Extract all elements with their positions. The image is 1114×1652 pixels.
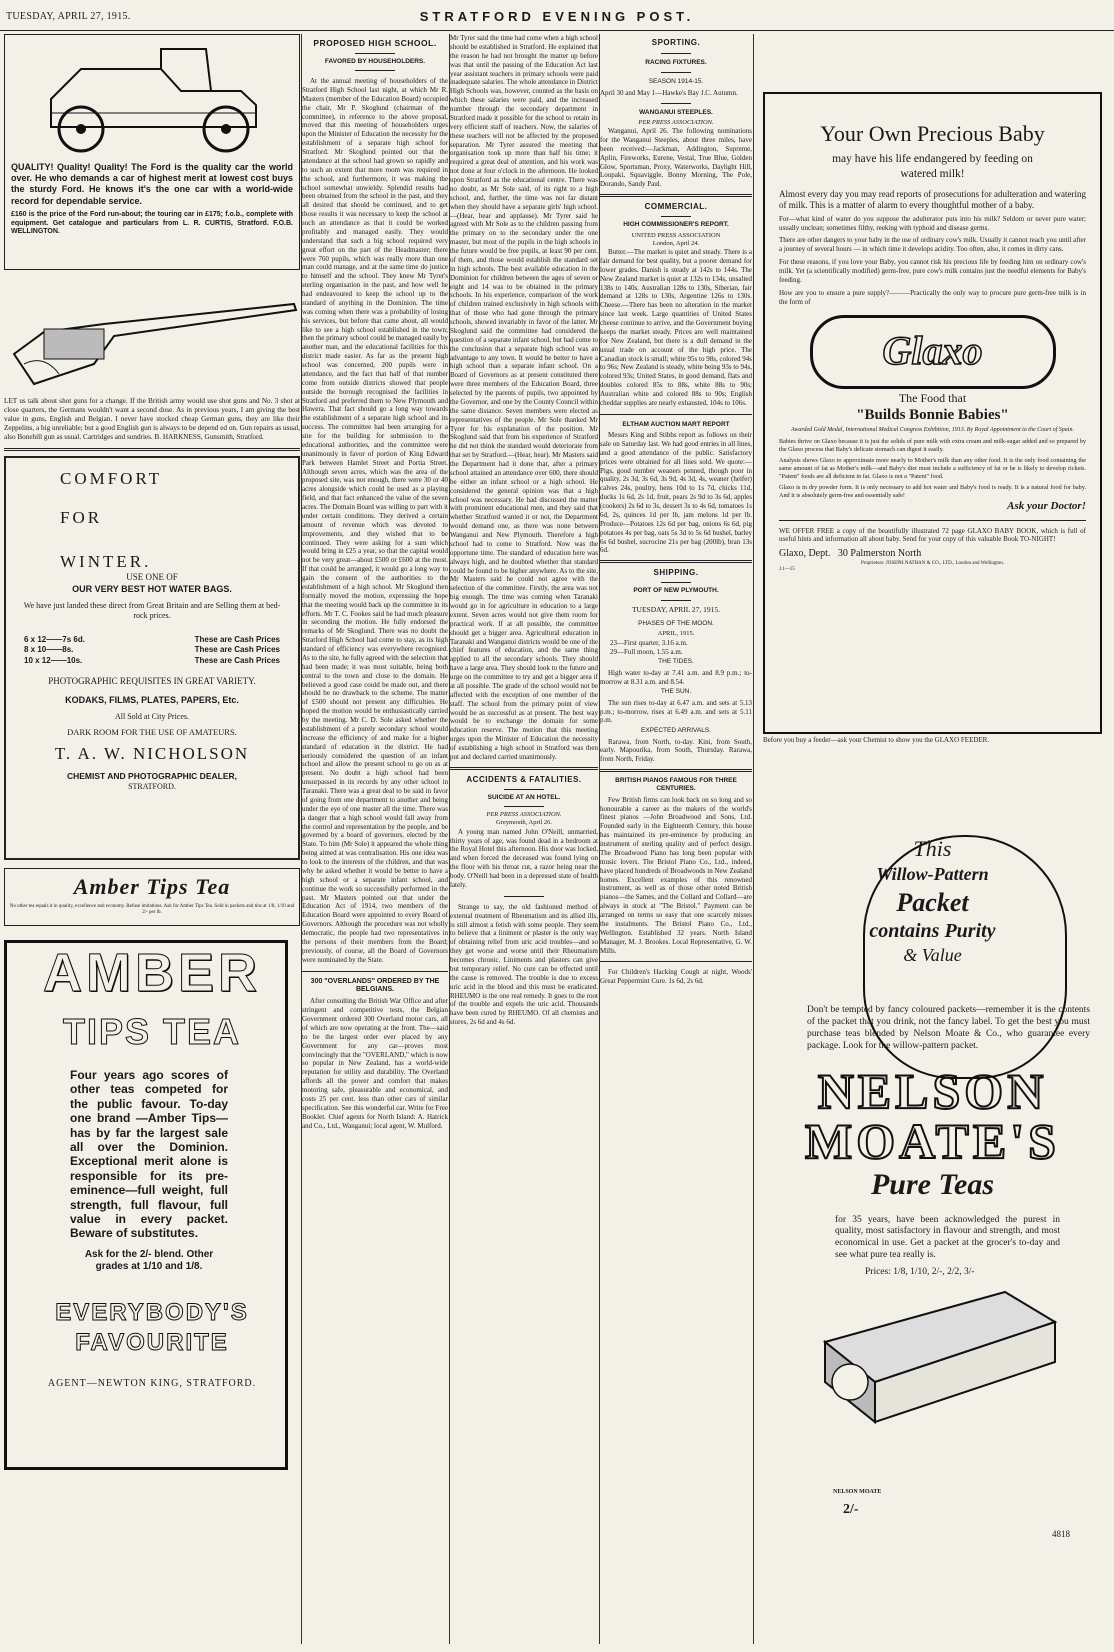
sporting-source: PER PRESS ASSOCIATION.: [638, 118, 714, 126]
sporting-headline: SPORTING.: [651, 38, 701, 47]
use-one-of: USE ONE OF: [126, 572, 178, 583]
rheumo-advert: Strange to say, the old fashioned method of external treatment of Rheumatism and its allied ills, is still almost a fetish with some people. They seem to believe that a liniment or plaster is the only way of obtaining relief from uric acid troubles—and so they get worse and worse until their Rheumatism becomes chronic. Liniments and plasters can give but temporary relief. No cure can be effected until the cause is removed. The trouble is due to excess uric acid in the blood and this must be eradicated. RHEUMO is the one real remedy. It goes to the root of the trouble and expels the uric acid. Thousands have been cured by RHEUMO. Of all chemists and stores, 2s 6d and 4s 6d.: [450, 902, 598, 1027]
this-word: This: [913, 835, 952, 861]
glaxo-subhead: may have his life endangered by feeding on watered milk!: [832, 152, 1033, 180]
accidents-dateline: Greymouth, April 26.: [496, 819, 552, 827]
accidents-source: PER PRESS ASSOCIATION.: [486, 811, 562, 819]
ford-advert: [4, 34, 300, 270]
packet-label: NELSON MOATE: [833, 1488, 882, 1495]
glaxo-headline: Your Own Precious Baby: [820, 121, 1045, 146]
and-value: & Value: [903, 945, 962, 966]
tides-heading: THE TIDES.: [658, 658, 694, 666]
high-school-body-continued: Mr Tyrer said the time had come when a high school should be established in Stratford. He explained that the reason he had not brought the matter up before was that until the passing of the Education Act last year assistant teachers in primary schools were paid inadequate salaries. The whole attendance in District High Schools was, however, counted as the basis on which these salaries were paid, and the increased number through the secondary department in Stratford made it possible for the school to retain its very efficient staff of teachers. Now, the salaries of these teachers will not be affected by the proposed separation. Mr Tyrer assured the meeting that organisation took up more than half his time; it required a great deal of attention, and his work was not done at four o'clock in the afternoon. He looked upon Stratford as the educational centre. There was no doubt, as Mr Sole said, of its right to a high school, and, further, the time was not far distant when they should have a separate girls' high school.—(Hear, hear and applause). Mr Tyrer said he agreed with Mr Sole as to the children passing from the primary on to the secondary under the one master, but most of the pupils in the high schools in the future would be free pupils, at least 90 per cent. of them, and those would establish the standard set in high schools. The best available education in the Dominion for children between the ages of seven or eight and 14 was to be obtained in the primary schools. In his experience, comparison of the work of children trained exclusively in high schools with that of those who had gone through the primary schools, showed invariably in favor of the latter. Mr Skoglund said the committee had considered the question of a separate infant school, but had come to the conclusion that a separate high school was an advantage to any town. It would be better to have a high school than a separate infant school. On a Board of Governors as at present constituted there were three members of the Education Board, three selected by the parents of pupils, two appointed by the Governor, and one by the County Council within the same distance. Seven members were elected as representatives of the people. Mr Sole thanked Mr Tyrer for his explanation of the position. Mr Skoglund said that from his experience of Stratford he did not think the standard would deteriorate from that set by Stratford.—(Hear, hear). Mr Masters said the Department had it done that, after a primary school attained an attendance over 600, there should be either an infant school or a high school. He considered the general opinion was that a high school was necessary. He had discussed the matter with prominent educational men, and they said that whether Stratford wanted it or not, the Department would demand one, as there was none between Wanganui and New Plymouth. Therefore a high school had to come to Stratford. Now was the opportune time. The standard of education here was always high, and he doubted whether that standard could be found to be higher anywhere. As to the site, Mr Masters said he could not agree with the selection of the committee. Firstly, the area was not big enough. The time was coming when Taranaki would go in for agriculture in education to a large extent. Seven acres would not give them room for practical work. If at all possible, the committee should get a bigger area. Agricultural education in Taranaki and Wanganui districts would be one of the chief features of education, and the same thing applied to all the secondary schools. They should have a large area. They should look to the future and urge on the committee to try and get a bigger area if at all possible. The grade of the school would not be affected with the exception of one member of the staff. The school from the primary point of view would be as successful as at present. The best way would be to exchange the domain for some education reserve. The motion that this meeting urges upon the Minister of Education the necessity of establishing a high school in Stratford was then put and declared carried unanimously.: [450, 34, 598, 761]
nelson-moate-advert: [755, 835, 1110, 1575]
pianos-body: Few British firms can look back on so long and so honourable a career as the makers of the world's finest pianos —John Broadwood and Sons, Ltd. Founded early in the Eighteenth Century, this house has maintained its pre-eminence by producing an instrument of sterling quality and of perfect design. The Broadwood Piano has long been popular with music lovers. The Bristol Piano Co., Ltd., indeed, have placed hundreds of Broadwoods in New Zealand homes. Excellent examples of this renowned instrument, as well as of those other noted British pianos—the Sames, and the Collard and Collard—are always in stock at "The Bristol." Payment can be arranged on terms so easy that one scarcely misses the instalments. The Bristol Piano Co., Ltd., Wellington. Established 32 years. North Island Manager, M. J. Brookes. Local Representative, G. W. Mills.: [600, 795, 752, 955]
amber-tips-large-advert: [4, 940, 300, 1540]
high-school-subhead: FAVORED BY HOUSEHOLDERS.: [324, 57, 426, 65]
accidents-body: A young man named John O'Neill, unmarried, thirty years of age, was found dead in a bedroom at the Royal Hotel this afternoon. His door was locked, and when forced the deceased was found lying on the floor with his throat cut, a razor being near the body. O'Neill had been in a depressed state of health lately.: [450, 827, 598, 889]
tea-packet-illustration: [805, 1282, 1065, 1432]
glaxo-para-3: There are other dangers to your baby in the use of ordinary cow's milk. Usually it cannot reach you until after a journey of several hours — in which time it develops acidity. Too often, also, it comes in dirty cans.: [779, 236, 1086, 254]
glaxo-logo: Glaxo: [810, 315, 1056, 389]
price-row: 8 x 10——8s. These are Cash Prices: [24, 645, 280, 655]
price-row: 6 x 12——7s 6d. These are Cash Prices: [24, 635, 280, 645]
ask-your-doctor: Ask your Doctor!: [1007, 499, 1086, 512]
issue-date: TUESDAY, APRIL 27, 1915.: [6, 11, 131, 22]
glaxo-builds-bonnie-babies: "Builds Bonnie Babies": [856, 406, 1009, 423]
comfort-word: COMFORT: [60, 468, 163, 488]
racing-fixtures: RACING FIXTURES.: [645, 59, 707, 67]
commercial-dateline: London, April 24.: [652, 239, 700, 247]
dark-room: DARK ROOM FOR THE USE OF AMATEURS.: [67, 726, 237, 737]
pianos-headline: BRITISH PIANOS FAMOUS FOR THREE CENTURIES.: [615, 777, 737, 793]
column-high-school: [302, 34, 448, 1646]
kodaks-line: KODAKS, FILMS, PLATES, PAPERS, Etc.: [65, 695, 239, 706]
high-school-body: At the annual meeting of householders of the Stratford High School last night, at which Mr R. Masters (member of the Education Board) occupied the chair, Mr P. Skoglund (chairman of the committee), in reference to the above proposal, moved that this meeting of householders urges upon the Minister of Education the necessity for the establishment of a separate high school for Stratford. Mr Skoglund pointed out that the attendance at the school had grown so rapidly and to such an extent that more room was required in the school, and furthermore, it was making the school somewhat unwieldy. Splendid results had been obtained from the school in the past, and they all desired that should be continued, and to get those results it was necessary to keep the school at such an attendance as that it could be worked profitably and managed easily. They would understand that such a big school required very great effort on the part of the Headmaster; there were 760 pupils, which was really more than one man could manage, and at the same time do justice to himself and the school. They knew Mr Tyrer's sterling organisation in the past, and how well he had endeavoured to keep the school up to the standard of anything in the Dominion. The time was coming when there was a probability of losing his services, but before that came about, all would like to see a high school established in the town; then the primary school could be managed easily by another man, and the educational facilities for this district made easier. As far as the present high school was concerned, 200 pupils were in attendance, and the fact that half of that number come from outside districts showed that people outside the borough recognised the facilities in Stratford and preferred them to New Plymouth and Hawera. That fact should go a long way towards the establishment of a separate high school and its success. The committee had been arranging for a site for the building for submission to the educational authorities, and the committee were unanimously in favor of portion of King Edward Park between Hamlet Street and Portia Street. Although seven acres, which was the area of the proposed site, was not enough, there were 30 or 40 acres alongside which could be used as a playing field, and that fact enhanced the value of the seven acres. The Domain Board was willing to part with it under certain conditions. They derived a certain amount of revenue which was devoted to improvements, and they wished that to be continued. They were asking for a sum which would bring in £25 a year, so that the capital would not be very great—about £500 or £600 at the most. If that could be arranged, it would go a long way to gain the consent of the authorities to the establishment of a high school. Mr Skoglund then formally moved the motion, expressing the hope that the meeting would back up the committee in its efforts. Mr T. C. Fookes said he had much pleasure in seconding the motion. He fully endorsed the remarks of Mr Skoglund. There was no doubt the Stratford High School had come to stay, as its high standard of efficiency was everywhere recognised. As to the site, he fully agreed with the selection that had been made; it was most suitable, being both central to the town and close to the domain. He believed a good case could be made out, and there should be no drawback to the scheme. The matter of £500 should not present any difficulties. He hoped the motion would be enthusiastically carried by the meeting. Mr C. D. Sole asked whether the establishment of a purely secondary school would increase the efficiency of and make for a higher standard of education in the district. He had seriously considered the question of an infant school and allow the present school to go on as at present. No doubt a high school had been unsurpassed in its records by any other school in Taranaki. There was a great deal to be said in favor of going from one department to another and being under the eye of one master all the time. There was a danger that a high school would fall away from the control and representation by the people, and be governed by a board of governors, elected by the State. To him (Mr Sole) it appeared the whole thing being aimed at was centralisation. His one idea was to look to the interests of the children, and that was why he asked whether it would be better to have a high school or a separate infant school, and continue the work so successfully performed in the past. Mr Masters pointed out that under the Education Act of 1914, two members of the Education Board were appointed to every Board of Governors. Although the procedure was not wholly democratic, the people had two representatives in the persons of their members from the Board; previously, of course, all the Board of Governors were nominated by the State.: [302, 77, 448, 964]
moon-phases: PHASES OF THE MOON.: [638, 620, 714, 628]
sun-body: The sun rises to-day at 6.47 a.m. and sets at 5.13 p.m.; to-morrow, rises at 6.49 a.m. and sets at 5.11 p.m.: [600, 698, 752, 725]
packet-price: 2/-: [843, 1501, 859, 1517]
willow-pattern: Willow-Pattern: [876, 863, 989, 884]
hotwater-bag-advert: [4, 456, 300, 860]
winter-word: WINTER.: [60, 551, 152, 571]
price-row: 10 x 12——10s. These are Cash Prices: [24, 655, 280, 665]
nicholson-name: T. A. W. NICHOLSON: [54, 744, 250, 764]
glaxo-feeder-note: Before you buy a feeder—ask your Chemist to show you the GLAXO FEEDER.: [763, 736, 990, 744]
moon-first-quarter: 23—First quarter, 3.16 a.m.: [610, 638, 688, 647]
commercial-source: UNITED PRESS ASSOCIATION: [631, 231, 721, 239]
amber-agent: AGENT—NEWTON KING, STRATFORD.: [47, 1377, 257, 1389]
overlands-body: After consulting the British War Office and after stringent and competitive tests, the Belgian Government ordered 300 Overland motor cars, all of which are now operating at the front. The—said to be the largest order ever placed by any Government for any car—proves most convincingly that the "OVERLAND," which is now so popular in New Zealand, has a world-wide reputation for utility and durability. The Overland affords all the power and comfort that makes motoring safe, pleasurable and economical, and costs 25 per cent. less than other cars of similar specification. See this wonderful car. Write for Free Booklet. Chief agents for North Island: A. Hatrick and Co., Ltd., Wanganui; local agent, W. Mulford.: [302, 997, 448, 1130]
glaxo-offer: WE OFFER FREE a copy of the beautifully illustrated 72 page GLAXO BABY BOOK, which is full of useful hints and information all about baby. Send for your copy of this valuable Book TO-NIGHT!: [779, 526, 1086, 544]
moon-full: 29—Full moon, 1.55 a.m.: [610, 647, 683, 656]
cough-cure-advert: For Children's Hacking Cough at night, Woods' Great Peppermint Cure. 1s 6d, 2s 6d.: [600, 968, 752, 986]
column-school-continued: [450, 34, 598, 1646]
column-news: [600, 34, 752, 1646]
overlands-headline: 300 "OVERLANDS" ORDERED BY THE BELGIANS.: [310, 977, 440, 994]
glaxo-para-8: Glaxo is in dry powder form. It is only necessary to add hot water and Baby's food is ready. It is a natural food for baby. And it is absolutely germ-free and essentially safe!: [779, 483, 1086, 499]
eltham-headline: ELTHAM AUCTION MART REPORT: [622, 420, 730, 428]
gun-advert-text: LET us talk about shot guns for a change. If the British army would use shot guns and No. 3 shot at close quarters, the Germans wouldn't want a second dose. As in previous years, I am giving the best value in guns, English and Belgian. I never have stocked cheap German guns, they are like their Zeppelins, a big unreliable; but a good English gun is always to be depend ed on. Gun repairs as usual, also Bonehill gun as usual. Cartridges and sundries. B. HARKNESS, Gunsmith, Stratford.: [4, 396, 300, 442]
pure-teas: Pure Teas: [870, 1168, 995, 1202]
glaxo-advert: [763, 92, 1102, 734]
arrivals-body: Rarawa, from North, to-day. Kini, from South, early. Mapourika, from South, Thursday. Rarawa, from North, Friday.: [600, 737, 752, 764]
wanganui-steeples: WANGANUI STEEPLES.: [639, 108, 713, 116]
glaxo-para-2: For—what kind of water do you suppose the adulterator puts into his milk? Seldom or never pure water; usually unclean; sometimes filthy, reeking with typhoid and disease germs.: [779, 214, 1086, 232]
commercial-headline: COMMERCIAL.: [644, 202, 708, 212]
shipping-headline: SHIPPING.: [653, 568, 699, 578]
glaxo-award: Awarded Gold Medal, International Medical Congress Exhibition, 1913. By Royal Appointment to the Court of Spain.: [791, 426, 1074, 433]
column-rule: [753, 34, 754, 1644]
amber-tips-small-text: No other tea equals it in quality, excellence and economy. Refuse imitations. Ask for Amber Tips Tea. Sold in packets and tins at 1/8, 1/10 and 2/- per lb.: [9, 903, 295, 915]
tides-body: High water to-day at 7.41 a.m. and 8.9 p.m.; to-morrow at 8.31 a.m. and 8.54.: [600, 668, 752, 686]
amber-tips-small-advert: [4, 868, 300, 926]
arrivals-heading: EXPECTED ARRIVALS.: [641, 727, 711, 735]
glaxo-code: J.1—15: [779, 567, 795, 573]
glaxo-para-7: Analysis shows Glaxo to approximate more nearly to Mother's milk than any other food. It is the only food containing the same amount of fat as Mother's milk—and Baby's diet must include a sufficiency of fat or he is likely to develop rickets. "Patent" foods are all deficient in fat. Glaxo is not a "Patent" food.: [779, 457, 1086, 480]
ford-slogan: QUALITY! Quality! Quality! The Ford is the quality car the world over. He who demands a car of highest merit at lowest cost buys the sturdy Ford. He knows it's the one car with a world-wide record for dependable service.: [11, 161, 293, 206]
season: SEASON 1914-15.: [648, 78, 704, 86]
nelson-word: NELSON: [817, 1063, 1048, 1120]
photo-requisites: PHOTOGRAPHIC REQUISITES IN GREAT VARIETY.: [48, 675, 256, 686]
tips-tea-word: TIPS TEA: [62, 1011, 242, 1053]
steeples-body: Wanganui, April 26. The following nominations for the Wanganui Steeples, about three miles, have been received:—Jackman, Addington, Supreme, Aplin, Fireworks, Eurene, Vestal, True Blue, Golden Glow, Sportsman, Proxy, Waterworks, Daylight Hill, Loupaki, Squaviggle, Bonny Morning, The Pole, Dorando, Sandy Paul.: [600, 127, 752, 189]
suicide-subhead: SUICIDE AT AN HOTEL.: [487, 793, 561, 801]
amber-tips-title: Amber Tips Tea: [73, 873, 231, 899]
amber-body: Four years ago scores of other teas competed for the public favour. To-day one brand —Amber Tips—has by far the largest sale all over the Dominion. Exceptional merit alone is responsible for its pre-eminence—full weight, full strength, full flavour, full value in every packet. Beware of substitutes.: [70, 1068, 228, 1241]
nicholson-town: STRATFORD.: [128, 781, 176, 791]
eltham-body: Messrs King and Stibbs report as follows on their sale on Saturday last. We had good entries in all lines, and a good attendance of the public. Satisfactory prices were obtained for all lines sold. We quote:—Pigs, good number weaners penned, though poor in quality, 2s 3d, 3s 6d, 3s 9d, 4s 3d, 4s, weaner (heifer) calves 24s, poultry, hens 10d to 1s 7d, chicks 11d, ducks 1s 6d, 2s 1d, fruit, pears 2s 9d to 3s 6d, apples (cookers) 2s 6d to 3s, dessert 3s to 4s 6d, tomatoes 1s 6d, 2s, quinces 1d per lb, jam melons 1d per lb. Produce—Potatoes 12s 6d per bag, onions 6s 6d, pig potatoes 4s per bag, oats 5s 3d to 5s 6d bushel, barley 6s 6d bushel, sucrocine 21s per bag (200lb), bran 13s 6d.: [600, 431, 752, 555]
contains-purity: contains Purity: [869, 919, 996, 942]
glaxo-para-6: Babies thrive on Glaxo because it is just the solids of pure milk with extra cream and milk-sugar added and so prepared by the Glaxo process that Baby's delicate stomach can digest it easily.: [779, 438, 1086, 454]
ford-car-illustration: [11, 39, 295, 159]
page-header: [0, 0, 1114, 31]
port-new-plymouth: PORT OF NEW PLYMOUTH.: [633, 587, 719, 595]
column-ads-left: [4, 34, 300, 1646]
glaxo-para-5: How are you to ensure a pure supply?———Practically the only way to procure pure germ-free milk is in the form of: [779, 288, 1086, 306]
shipping-date: TUESDAY, APRIL 27, 1915.: [631, 604, 721, 614]
column-ads-right: [755, 34, 1110, 1646]
high-school-headline: PROPOSED HIGH SCHOOL.: [313, 38, 437, 48]
nelson-body-2: for 35 years, have been acknowledged the purest in quality, most satisfactory in flavour and strength, and most economical in use. Get a packet at the grocer's to-day and see what pure tea really is.: [835, 1214, 1060, 1261]
moon-month: APRIL, 1915.: [657, 630, 695, 638]
fixture: April 30 and May 1—Hawke's Bay J.C. Autumn.: [600, 88, 738, 97]
moates-word: MOATE'S: [805, 1113, 1060, 1170]
glaxo-proprietors: Proprietors: JOSEPH NATHAN & CO., LTD., London and Wellington.: [860, 561, 1005, 567]
glaxo-para-1: Almost every day you may read reports of prosecutions for adulteration and watering of milk. This is a matter of alarm to every thoughtful mother of a baby.: [779, 189, 1086, 210]
glaxo-dept: Glaxo, Dept.: [779, 548, 831, 560]
amber-ask: Ask for the 2/- blend. Other grades at 1/10 and 1/8.: [84, 1248, 214, 1273]
sun-heading: THE SUN.: [660, 688, 692, 696]
amber-word: AMBER: [43, 942, 261, 1003]
accidents-headline: ACCIDENTS & FATALITIES.: [466, 774, 582, 784]
shotgun-illustration: [4, 284, 300, 394]
chemist-trade: CHEMIST AND PHOTOGRAPHIC DEALER,: [66, 770, 237, 781]
nelson-code: 4818: [1052, 1528, 1070, 1539]
nelson-body: Don't be tempted by fancy coloured packets—remember it is the contents of the packet that you drink, not the fancy label. To get the best you must purchase teas blended by Nelson Moate & Co., who guarantee every package. Look for the willow-pattern packet.: [807, 1004, 1090, 1051]
nelson-prices: Prices: 1/8, 1/10, 2/-, 2/2, 3/-: [865, 1267, 975, 1278]
masthead: STRATFORD EVENING POST.: [419, 9, 695, 24]
packet-word: Packet: [896, 887, 969, 917]
landed-direct: We have just landed these direct from Great Britain and are Selling them at bed-rock prices.: [23, 600, 281, 621]
hot-water-bags: OUR VERY BEST HOT WATER BAGS.: [72, 583, 232, 594]
commercial-body: Butter.—The market is quiet and steady. There is a fair demand for best quality, but a poorer demand for lower grades. Danish is steady at 142s to 144s. The New Zealand market is quiet at 132s to 134s, unsalted 138s to 140s. Australian 128s to 130s, Siberian, fair demand at 128s to 130s, Argentine 126s to 130s. Cheese.—There has been no alteration in the market since last week. Large quantities of United States cheese continue to arrive, and the Government buying keeps the market steady. Prices are well maintained for New Zealand, but there is a dull demand in the usual trade on account of the high price. The Canadian stock is small; white 95s to 98s, colored 94s to 96s; New Zealand is steady, white being 93s to 94s, colored 93s; United States, in good demand, flats and doubles colored 85s to 88s, white 88s to 90s; Australian white and colored 88s to 90s; English cheddar supplies are nearly exhausted, 104s to 106s.: [600, 248, 752, 407]
for-word: FOR: [60, 508, 103, 528]
favourite-word: FAVOURITE: [75, 1328, 229, 1356]
glaxo-address: 30 Palmerston North: [837, 548, 922, 560]
glaxo-food-that: The Food that: [898, 390, 967, 405]
ford-price: £160 is the price of the Ford run-about; the touring car in £175; f.o.b., complete with equipment. Get catalogue and particulars from L. R. CURTIS, Stratford. F.O.B. WELLINGTON.: [11, 210, 293, 236]
everybodys-word: EVERYBODY'S: [55, 1298, 249, 1326]
high-commissioner-report: HIGH COMMISSIONER'S REPORT.: [623, 221, 729, 229]
glaxo-para-4: For these reasons, if you love your Baby, you cannot risk his precious life by feeding him on ordinary cow's milk. Yet (a scientifically modified) germ-free, pure cow's milk contains just the needful elements for Baby's feeding.: [779, 258, 1086, 284]
city-prices: All Sold at City Prices.: [115, 712, 189, 722]
